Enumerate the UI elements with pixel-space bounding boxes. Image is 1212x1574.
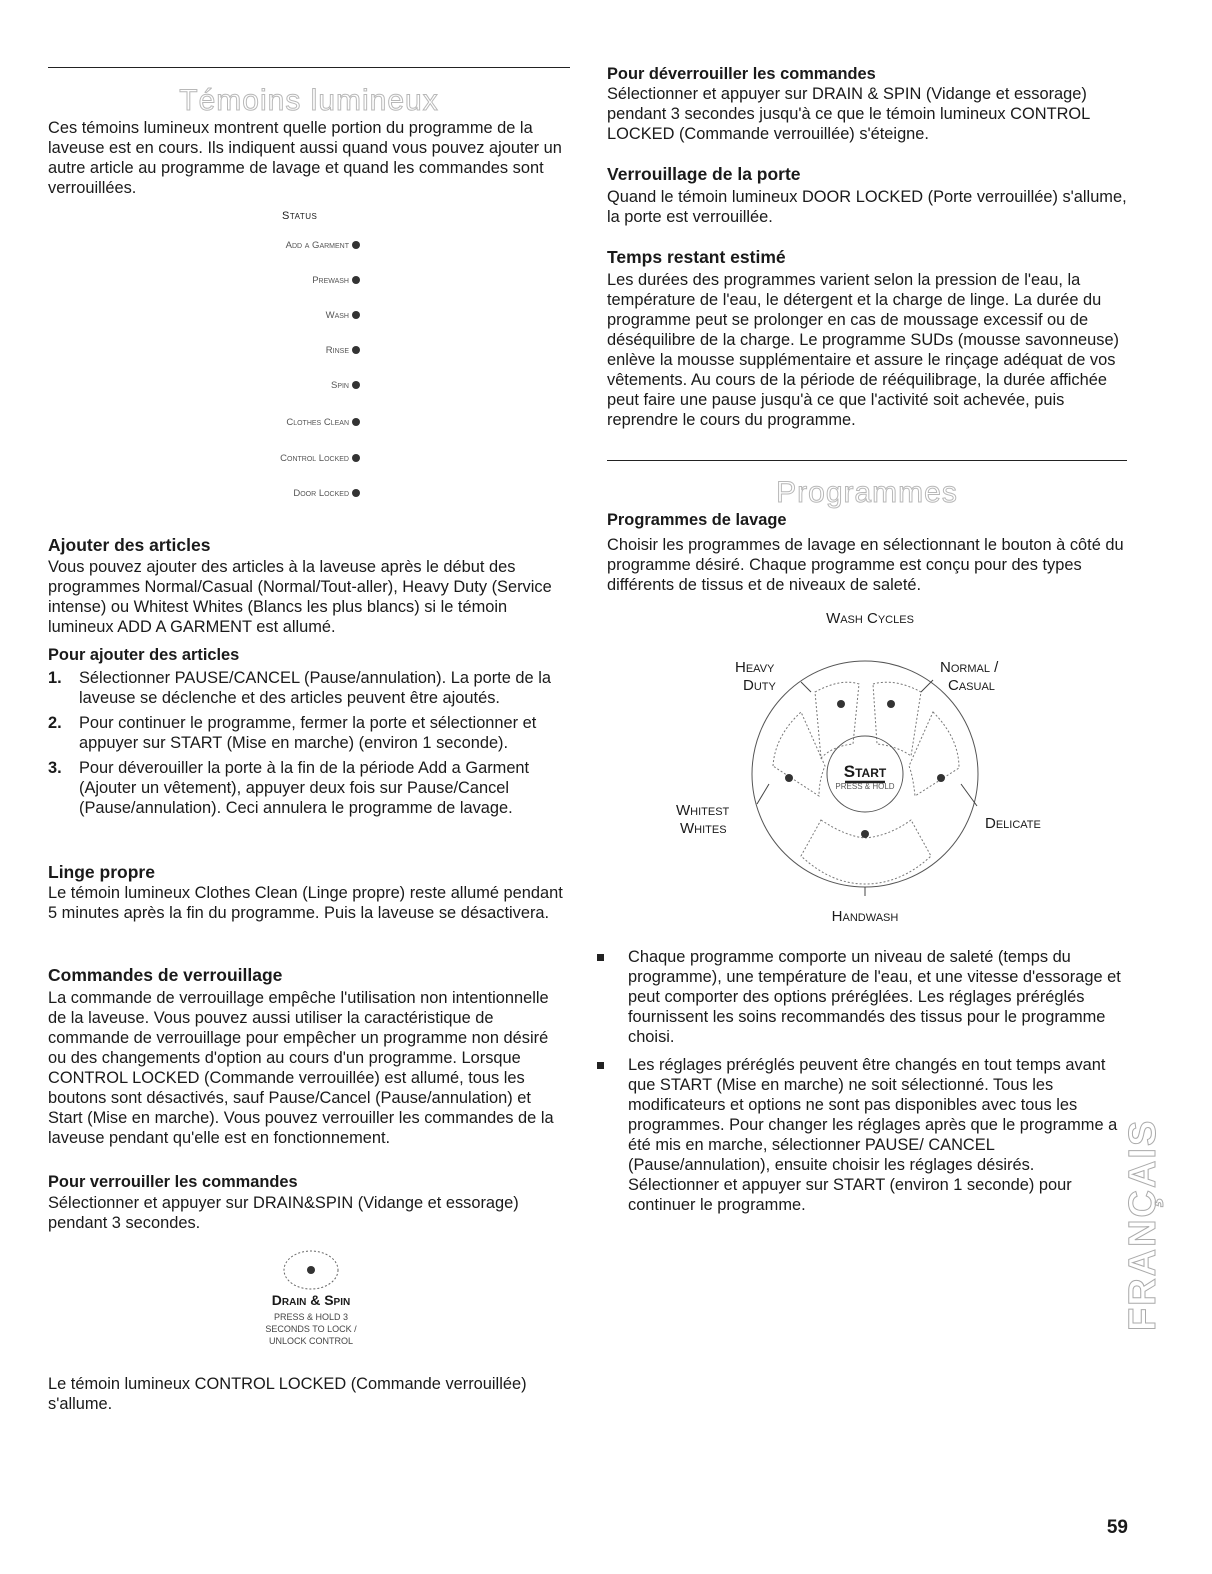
status-spin: Spin xyxy=(331,380,360,391)
drain-spin-button-icon xyxy=(281,1248,341,1292)
page-number: 59 xyxy=(1106,1517,1128,1538)
programs-bullets xyxy=(597,947,1127,1223)
dial-whites-label: Whites xyxy=(680,820,727,837)
dial-heavy-label: Heavy xyxy=(735,659,775,676)
heading-clean-laundry: Linge propre xyxy=(48,862,155,882)
intro-text: Ces témoins lumineux montrent quelle portion du programme de la laveuse est en cours. Ils indiquent aussi quand vous pouvez ajouter un autre article au programme de lavage et quand les commandes sont verrouillées. xyxy=(48,119,562,197)
handwash-dot[interactable] xyxy=(861,830,869,838)
dial-delicate-label: Delicate xyxy=(985,815,1041,832)
closing-text: Le témoin lumineux CONTROL LOCKED (Commande verrouillée) s'allume. xyxy=(48,1375,527,1413)
bullet-square-icon xyxy=(597,954,604,961)
drain-spin-line-2: SECONDS TO LOCK / xyxy=(265,1324,357,1334)
subheading-add-items: Pour ajouter des articles xyxy=(48,646,240,664)
lock-controls-text: La commande de verrouillage empêche l'utilisation non intentionnelle de la laveuse. Vous pouvez aussi utiliser la caractéristique de commande de verrouillage pour empêcher un programme non désiré ou des changements d'option au cours d'un programme. Lorsque CONTROL LOCKED (Commande verrouillée) est allumé, tous les boutons sont désactivés, sauf Pause/Cancel (Pause/annulation) et Start (Mise en marche). Vous pouvez verrouiller les commandes de la laveuse pendant qu'elle est en fonctionnement. xyxy=(48,989,554,1147)
dial-start-label[interactable]: Start xyxy=(843,762,887,781)
wash-cycles-title: Wash Cycles xyxy=(826,610,914,627)
dial-press-hold-label: PRESS & HOLD xyxy=(835,782,895,791)
heading-time-remaining: Temps restant estimé xyxy=(607,247,786,267)
language-sidebar: FRANÇAIS xyxy=(1122,1118,1164,1332)
indicator-dot-icon xyxy=(352,454,360,462)
normal-casual-dot[interactable] xyxy=(887,700,895,708)
status-add-garment: Add a Garment xyxy=(286,240,360,251)
drain-spin-line-3: UNLOCK CONTROL xyxy=(268,1336,353,1346)
indicator-dot-icon xyxy=(352,241,360,249)
indicator-dot-icon xyxy=(352,381,360,389)
indicator-dot-icon xyxy=(352,311,360,319)
delicate-dot[interactable] xyxy=(937,774,945,782)
dial-normal-label: Normal / xyxy=(940,659,999,676)
subheading-lock-controls: Pour verrouiller les commandes xyxy=(48,1173,298,1191)
indicator-dot-icon xyxy=(352,346,360,354)
status-rinse: Rinse xyxy=(326,345,360,356)
status-door-locked: Door Locked xyxy=(293,488,360,499)
status-panel-title: Status xyxy=(282,210,318,222)
list-item: 2. Pour continuer le programme, fermer la porte et sélectionner et appuyer sur START (Mise en marche) (environ 1 seconde). xyxy=(48,714,537,752)
add-items-steps xyxy=(48,668,570,823)
heavy-duty-dot[interactable] xyxy=(837,700,845,708)
lock-controls-subtext: Sélectionner et appuyer sur DRAIN&SPIN (Vidange et essorage) pendant 3 secondes. xyxy=(48,1194,519,1232)
top-rule-left xyxy=(48,67,570,68)
dial-whitest-label: Whitest xyxy=(676,802,730,819)
list-item: Chaque programme comporte un niveau de saleté (temps du programme), une température de l'eau, et une vitesse d'essorage et peut comporter des options préréglées. Les réglages préréglés fournissent les soins recommandés des tissus pour le programme choisi. xyxy=(597,947,1127,1047)
dial-casual-label: Casual xyxy=(948,677,995,694)
time-remaining-text: Les durées des programmes varient selon la pression de l'eau, la température de l'eau, le détergent et la charge de linge. La durée du programme peut se prolonger en cas de moussage excessif ou de déséquilibre de la charge. Le programme SUDs (mousse savonneuse) enlève la mousse supplémentaire et assure le rinçage adéquat de vos vêtements. Au cours de la période de rééquilibrage, la durée affichée peut faire une pause jusqu'à ce que l'activité soit achevée, puis reprendre le cours du programme. xyxy=(607,271,1120,429)
list-item: Les réglages préréglés peuvent être changés en tout temps avant que START (Mise en marche) ne soit sélectionné. Tous les modificateurs et options ne sont pas disponibles avec tous les programmes. Pour changer les réglages après que le programme a été mis en marche, sélectionner PAUSE/ CANCEL (Pause/annulation), ensuite choisir les réglages désirés. Sélectionner et appuyer sur START (environ 1 seconde) pour continuer le programme. xyxy=(597,1055,1127,1215)
dial-handwash-label: Handwash xyxy=(831,908,899,925)
status-control-locked: Control Locked xyxy=(280,453,360,464)
whitest-whites-dot[interactable] xyxy=(785,774,793,782)
status-clothes-clean: Clothes Clean xyxy=(286,417,360,428)
dial-duty-label: Duty xyxy=(743,677,776,694)
heading-door-lock: Verrouillage de la porte xyxy=(607,164,801,184)
heading-lock-controls: Commandes de verrouillage xyxy=(48,965,283,985)
list-item: 3. Pour déverouiller la porte à la fin de la période Add a Garment (Ajouter un vêtement), appuyer deux fois sur Pause/Cancel (Pause/annulation). Ceci annulera le programme de lavage. xyxy=(48,759,530,817)
section-title-programmes: Programmes xyxy=(776,476,958,509)
status-wash: Wash xyxy=(326,310,360,321)
heading-add-items: Ajouter des articles xyxy=(48,535,211,555)
bullet-square-icon xyxy=(597,1062,604,1069)
drain-spin-line-1: PRESS & HOLD 3 xyxy=(273,1312,349,1322)
list-item: 1. Sélectionner PAUSE/CANCEL (Pause/annulation). La porte de la laveuse se déclenche et des articles peuvent être ajoutés. xyxy=(48,669,551,707)
wash-programs-text: Choisir les programmes de lavage en sélectionnant le bouton à côté du programme désiré. Chaque programme est conçu pour des types différents de tissus et de niveaux de saleté. xyxy=(607,536,1124,594)
rule-programmes xyxy=(607,460,1127,461)
section-title-temoins: Témoins lumineux xyxy=(179,84,439,117)
heading-unlock: Pour déverrouiller les commandes xyxy=(607,65,876,83)
status-prewash: Prewash xyxy=(312,275,360,286)
indicator-dot-icon xyxy=(352,418,360,426)
indicator-dot-icon xyxy=(352,276,360,284)
door-lock-text: Quand le témoin lumineux DOOR LOCKED (Porte verrouillée) s'allume, la porte est verrouillée. xyxy=(607,188,1127,226)
heading-wash-programs: Programmes de lavage xyxy=(607,511,787,529)
drain-spin-label: Drain & Spin xyxy=(271,1292,351,1308)
unlock-text: Sélectionner et appuyer sur DRAIN & SPIN (Vidange et essorage) pendant 3 secondes jusqu'à ce que le témoin lumineux CONTROL LOCKED (Commande verrouillée) s'éteigne. xyxy=(607,85,1090,143)
clean-laundry-text: Le témoin lumineux Clothes Clean (Linge propre) reste allumé pendant 5 minutes après la fin du programme. Puis la laveuse se désactivera. xyxy=(48,884,563,922)
add-items-text: Vous pouvez ajouter des articles à la laveuse après le début des programmes Normal/Casual (Normal/Tout-aller), Heavy Duty (Service intense) ou Whitest Whites (Blancs les plus blancs) si le témoin lumineux ADD A GARMENT est allumé. xyxy=(48,558,552,636)
indicator-dot-icon xyxy=(352,489,360,497)
